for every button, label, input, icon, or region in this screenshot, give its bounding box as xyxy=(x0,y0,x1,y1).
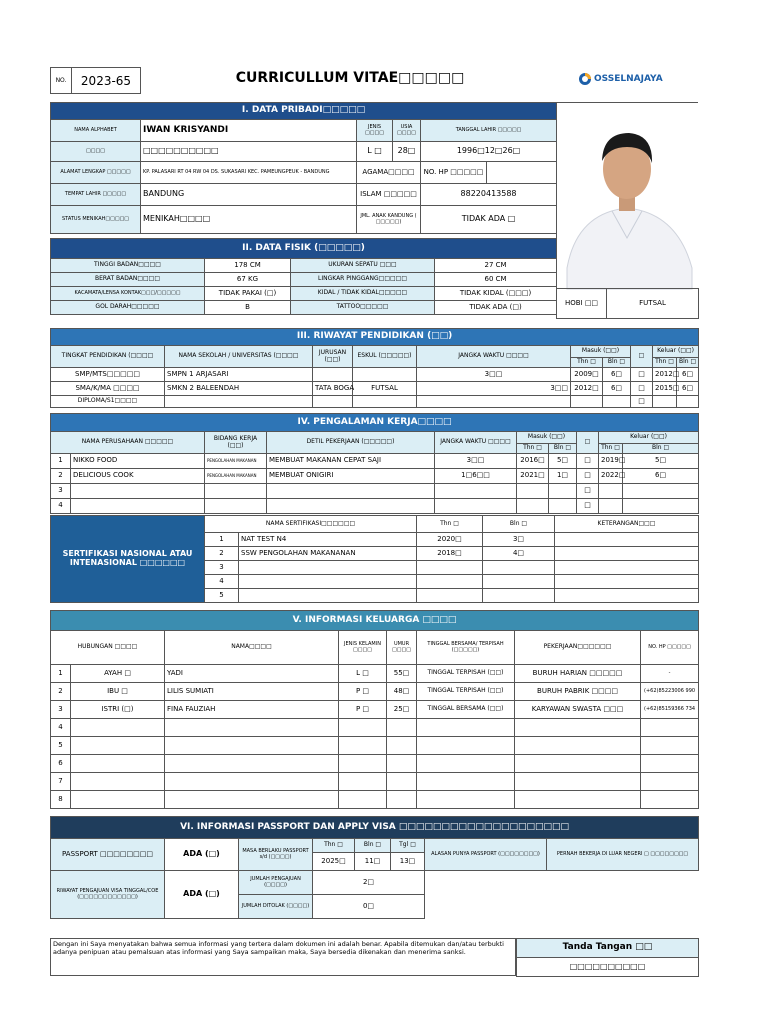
fam-name: LILIS SUMIATI xyxy=(165,683,339,701)
fam-phone xyxy=(641,791,699,809)
fam-name xyxy=(165,737,339,755)
work-sep: □ xyxy=(577,454,599,469)
cert-note xyxy=(555,575,699,589)
work-out-month: 5□ xyxy=(623,454,699,469)
edu-in-month: 6□ xyxy=(603,382,631,396)
osselnajaya-logo-icon xyxy=(578,72,592,86)
cert-name: NAT TEST N4 xyxy=(239,533,417,547)
edu-period-header: JANGKA WAKTU □□□□ xyxy=(417,346,571,368)
dob-value: 1996□12□26□ xyxy=(421,142,557,162)
fam-job xyxy=(515,773,641,791)
fam-live xyxy=(417,773,515,791)
work-in-month: 1□ xyxy=(549,469,577,484)
fam-age xyxy=(387,791,417,809)
work-period xyxy=(435,499,517,514)
work-out-month xyxy=(623,499,699,514)
phone-label: NO. HP □□□□□ xyxy=(421,162,487,184)
table-row xyxy=(51,701,699,719)
cert-note xyxy=(555,589,699,603)
edu-out-header: Keluar (□□) xyxy=(653,346,699,358)
cert-note xyxy=(555,547,699,561)
fam-gender-header: JENIS KELAMIN □□□□ xyxy=(339,631,387,665)
work-no: 1 xyxy=(51,454,71,469)
validity-thn: 2025□ xyxy=(313,853,355,871)
marital-value: MENIKAH□□□□ xyxy=(141,206,357,234)
table-row xyxy=(51,719,699,737)
fam-age: 25□ xyxy=(387,701,417,719)
phone-value: 88220413588 xyxy=(421,184,557,206)
cert-note xyxy=(555,533,699,547)
work-company xyxy=(71,499,205,514)
cert-bln xyxy=(483,561,555,575)
fam-no: 3 xyxy=(51,701,71,719)
work-company xyxy=(71,484,205,499)
fam-job xyxy=(515,791,641,809)
table-row xyxy=(51,773,699,791)
section-personal-title: I. DATA PRIBADI□□□□□ xyxy=(51,103,557,120)
name-label: NAMA ALPHABET xyxy=(51,120,141,142)
apply-count-value: 2□ xyxy=(313,871,425,895)
edu-major xyxy=(313,368,353,382)
work-in-thn: Thn □ xyxy=(517,444,549,454)
work-out-month: 6□ xyxy=(623,469,699,484)
marital-label: STATUS MENIKAH□□□□□ xyxy=(51,206,141,234)
signature-value: □□□□□□□□□□ xyxy=(517,958,699,977)
visa-history-label: RIWAYAT PENGAJUAN VISA TINGGAL/COE (□□□□□□□□□□□□) xyxy=(51,871,165,919)
edu-period: 3□□ xyxy=(417,382,571,396)
fam-gender: L □ xyxy=(339,665,387,683)
cert-bln-header: Bln □ xyxy=(483,516,555,533)
cert-thn: 2020□ xyxy=(417,533,483,547)
fam-gender: P □ xyxy=(339,701,387,719)
fam-rel xyxy=(71,773,165,791)
fam-age xyxy=(387,719,417,737)
passport-value: ADA (□) xyxy=(165,839,239,871)
edu-in-year: 2009□ xyxy=(571,368,603,382)
fam-age: 55□ xyxy=(387,665,417,683)
children-value: TIDAK ADA □ xyxy=(421,206,557,234)
table-row xyxy=(51,683,699,701)
fam-live: TINGGAL TERPISAH (□□) xyxy=(417,683,515,701)
work-sep-header: □ xyxy=(577,432,599,454)
fam-live xyxy=(417,791,515,809)
work-field xyxy=(205,484,267,499)
birthplace-label: TEMPAT LAHIR □□□□□ xyxy=(51,184,141,206)
fam-gender xyxy=(339,773,387,791)
work-detail xyxy=(267,499,435,514)
edu-sep-header: □ xyxy=(631,346,653,368)
certificates-title: SERTIFIKASI NASIONAL ATAU INTENASIONAL □□□□□□ xyxy=(51,516,205,603)
fam-job: BURUH HARIAN □□□□□ xyxy=(515,665,641,683)
fam-rel: ISTRI (□) xyxy=(71,701,165,719)
fam-phone-header: NO. HP □□□□□ xyxy=(641,631,699,665)
work-out-year: 2022□ xyxy=(599,469,623,484)
table-row xyxy=(51,755,699,773)
edu-school-header: NAMA SEKOLAH / UNIVERSITAS (□□□□ xyxy=(165,346,313,368)
edu-extra xyxy=(353,368,417,382)
table-row xyxy=(51,382,699,396)
glasses-label: KACAMATA/LENSA KONTAK□□□/□□□□□ xyxy=(51,287,205,301)
fam-name xyxy=(165,791,339,809)
work-in-header: Masuk (□□) xyxy=(517,432,577,444)
work-detail-header: DETIL PEKERJAAN (□□□□□) xyxy=(267,432,435,454)
fam-job xyxy=(515,719,641,737)
reject-count-value: 0□ xyxy=(313,895,425,919)
fam-phone xyxy=(641,719,699,737)
fam-name-header: NAMA□□□□ xyxy=(165,631,339,665)
blood-type-value: B xyxy=(205,301,291,315)
dob-label: TANGGAL LAHIR □□□□□ xyxy=(421,120,557,142)
fam-rel: AYAH □ xyxy=(71,665,165,683)
age-label: USIA □□□□ xyxy=(393,120,421,142)
edu-in-thn: Thn □ xyxy=(571,358,603,368)
table-row xyxy=(51,791,699,809)
cert-thn-header: Thn □ xyxy=(417,516,483,533)
section-family-title: V. INFORMASI KELUARGA □□□□ xyxy=(51,611,699,631)
work-sep: □ xyxy=(577,469,599,484)
fam-no: 5 xyxy=(51,737,71,755)
signature-table xyxy=(516,938,699,977)
hobby-label: HOBI □□ xyxy=(557,289,607,319)
tattoo-label: TATTOO□□□□□ xyxy=(291,301,435,315)
fam-job-header: PEKERJAAN□□□□□□ xyxy=(515,631,641,665)
work-period: 3□□ xyxy=(435,454,517,469)
edu-school: SMPN 1 ARJASARI xyxy=(165,368,313,382)
shoe-size-value: 27 CM xyxy=(435,259,557,273)
cert-name xyxy=(239,589,417,603)
fam-job: KARYAWAN SWASTA □□□ xyxy=(515,701,641,719)
birthplace-value: BANDUNG xyxy=(141,184,357,206)
edu-school: SMKN 2 BALEENDAH xyxy=(165,382,313,396)
education-table xyxy=(50,328,699,408)
fam-no: 6 xyxy=(51,755,71,773)
logo-text: OSSELNAJAYA xyxy=(594,74,663,84)
fam-rel-header: HUBUNGAN □□□□ xyxy=(51,631,165,665)
work-detail: MEMBUAT ONIGIRI xyxy=(267,469,435,484)
work-sep: □ xyxy=(577,499,599,514)
reason-label: ALASAN PUNYA PASSPORT (□□□□□□□□) xyxy=(425,839,547,871)
work-company: NIKKO FOOD xyxy=(71,454,205,469)
blood-type-label: GOL DARAH□□□□□ xyxy=(51,301,205,315)
katakana-value: □□□□□□□□□□ xyxy=(141,142,357,162)
work-in-year: 2021□ xyxy=(517,469,549,484)
visa-history-value: ADA (□) xyxy=(165,871,239,919)
document-number: 2023-65 xyxy=(71,67,141,94)
work-out-thn: Thn □ xyxy=(599,444,623,454)
katakana-label: □□□□ xyxy=(51,142,141,162)
fam-live xyxy=(417,755,515,773)
fam-no: 4 xyxy=(51,719,71,737)
cert-bln xyxy=(483,589,555,603)
glasses-value: TIDAK PAKAI (□) xyxy=(205,287,291,301)
edu-sep: □ xyxy=(631,396,653,408)
fam-live-header: TINGGAL BERSAMA/ TERPISAH (□□□□□) xyxy=(417,631,515,665)
fam-name xyxy=(165,719,339,737)
cert-name xyxy=(239,575,417,589)
waist-label: LINGKAR PINGGANG□□□□□ xyxy=(291,273,435,287)
photo-frame xyxy=(556,102,698,288)
fam-gender xyxy=(339,719,387,737)
religion-value: ISLAM □□□□□ xyxy=(357,184,421,206)
hobby-value: FUTSAL xyxy=(607,289,699,319)
edu-sep: □ xyxy=(631,368,653,382)
work-in-year xyxy=(517,484,549,499)
fam-rel xyxy=(71,737,165,755)
reject-count-label: JUMLAH DITOLAK (□□□□) xyxy=(239,895,313,919)
physical-data-table xyxy=(50,238,557,315)
fam-no: 7 xyxy=(51,773,71,791)
validity-tgl: 13□ xyxy=(391,853,425,871)
fam-gender xyxy=(339,791,387,809)
fam-phone xyxy=(641,755,699,773)
fam-live: TINGGAL BERSAMA (□□) xyxy=(417,701,515,719)
edu-extra-header: ESKUL (□□□□□) xyxy=(353,346,417,368)
validity-thn-header: Thn □ xyxy=(313,839,355,853)
work-no: 3 xyxy=(51,484,71,499)
age-value: 28□ xyxy=(393,142,421,162)
fam-live xyxy=(417,737,515,755)
fam-age: 48□ xyxy=(387,683,417,701)
work-in-year: 2016□ xyxy=(517,454,549,469)
fam-no: 1 xyxy=(51,665,71,683)
work-out-year xyxy=(599,484,623,499)
cert-no: 2 xyxy=(205,547,239,561)
cert-note xyxy=(555,561,699,575)
cert-name: SSW PENGOLAHAN MAKANANAN xyxy=(239,547,417,561)
work-table xyxy=(50,413,699,514)
passport-label: PASSPORT □□□□□□□□ xyxy=(51,839,165,871)
edu-level-header: TINGKAT PENDIDIKAN (□□□□ xyxy=(51,346,165,368)
table-row xyxy=(51,484,699,499)
validity-bln-header: Bln □ xyxy=(355,839,391,853)
cert-bln xyxy=(483,575,555,589)
table-row xyxy=(51,737,699,755)
cert-thn xyxy=(417,561,483,575)
gender-label: JENIS □□□□ xyxy=(357,120,393,142)
left-handed-value: TIDAK KIDAL (□□□) xyxy=(435,287,557,301)
work-sep: □ xyxy=(577,484,599,499)
section-passport-title: VI. INFORMASI PASSPORT DAN APPLY VISA □□□□□□□□□□□□□□□□□□□□ xyxy=(51,817,699,839)
work-out-header: Keluar (□□) xyxy=(599,432,699,444)
name-value: IWAN KRISYANDI xyxy=(141,120,357,142)
gender-value: L □ xyxy=(357,142,393,162)
edu-in-month: 6□ xyxy=(603,368,631,382)
fam-gender xyxy=(339,737,387,755)
table-row xyxy=(51,499,699,514)
edu-period xyxy=(417,396,571,408)
work-field: PENGOLAHAN MAKANAN xyxy=(205,469,267,484)
work-out-bln: Bln □ xyxy=(623,444,699,454)
cert-name xyxy=(239,561,417,575)
fam-name: YADI xyxy=(165,665,339,683)
cert-thn: 2018□ xyxy=(417,547,483,561)
edu-out-month xyxy=(677,396,699,408)
edu-level: SMA/K/MA □□□□ xyxy=(51,382,165,396)
edu-in-header: Masuk (□□) xyxy=(571,346,631,358)
table-row xyxy=(51,454,699,469)
fam-no: 8 xyxy=(51,791,71,809)
work-company-header: NAMA PERUSAHAAN □□□□□ xyxy=(51,432,205,454)
fam-gender xyxy=(339,755,387,773)
edu-in-bln: Bln □ xyxy=(603,358,631,368)
fam-phone xyxy=(641,737,699,755)
declaration-box xyxy=(50,938,516,976)
edu-level: SMP/MTS□□□□□ xyxy=(51,368,165,382)
fam-phone xyxy=(641,773,699,791)
fam-gender: P □ xyxy=(339,683,387,701)
cert-note-header: KETERANGAN□□□ xyxy=(555,516,699,533)
signature-label: Tanda Tangan □□ xyxy=(517,939,699,958)
edu-out-thn: Thn □ xyxy=(653,358,677,368)
validity-tgl-header: Tgl □ xyxy=(391,839,425,853)
edu-out-year xyxy=(653,396,677,408)
address-value: KP. PALASARI RT 04 RW 04 DS. SUKASARI KEC. PAMEUNGPEUK - BANDUNG xyxy=(141,162,357,184)
work-in-year xyxy=(517,499,549,514)
height-label: TINGGI BADAN□□□□ xyxy=(51,259,205,273)
children-label: JML. ANAK KANDUNG ( □□□□□) xyxy=(357,206,421,234)
work-field-header: BIDANG KERJA (□□) xyxy=(205,432,267,454)
work-in-month xyxy=(549,499,577,514)
validity-label: MASA BERLAKU PASSPORT s/d (□□□□) xyxy=(239,839,313,871)
edu-major-header: JURUSAN (□□) xyxy=(313,346,353,368)
fam-age xyxy=(387,737,417,755)
work-field: PENGOLAHAN MAKANAN xyxy=(205,454,267,469)
fam-live: TINGGAL TERPISAH (□□) xyxy=(417,665,515,683)
fam-age xyxy=(387,755,417,773)
shoe-size-label: UKURAN SEPATU □□□ xyxy=(291,259,435,273)
work-no: 2 xyxy=(51,469,71,484)
cert-no: 5 xyxy=(205,589,239,603)
validity-bln: 11□ xyxy=(355,853,391,871)
declaration-text: Dengan ini Saya menyatakan bahwa semua informasi yang tertera dalam dokumen ini adalah benar. Apabila ditemukan dan/atau terbukti adanya penipuan atau pemalsuan atas informasi yang Saya sampaikan maka, Saya bersedia dikenakan dan menerima sanksi. xyxy=(53,940,504,957)
tattoo-value: TIDAK ADA (□) xyxy=(435,301,557,315)
left-handed-label: KIDAL / TIDAK KIDAL□□□□□ xyxy=(291,287,435,301)
work-period-header: JANGKA WAKTU □□□□ xyxy=(435,432,517,454)
family-table xyxy=(50,610,699,809)
work-period xyxy=(435,484,517,499)
fam-rel: IBU □ xyxy=(71,683,165,701)
edu-extra xyxy=(353,396,417,408)
fam-name xyxy=(165,755,339,773)
edu-school xyxy=(165,396,313,408)
edu-out-month: 6□ xyxy=(677,368,699,382)
certificates-table xyxy=(50,515,699,603)
work-in-bln: Bln □ xyxy=(549,444,577,454)
edu-in-month xyxy=(603,396,631,408)
table-row xyxy=(51,665,699,683)
work-out-year: 2019□ xyxy=(599,454,623,469)
table-row xyxy=(51,396,699,408)
fam-age xyxy=(387,773,417,791)
work-in-month: 5□ xyxy=(549,454,577,469)
edu-level: DIPLOMA/S1□□□□ xyxy=(51,396,165,408)
fam-job xyxy=(515,737,641,755)
fam-phone: (+62)85159366 734 xyxy=(641,701,699,719)
edu-extra: FUTSAL xyxy=(353,382,417,396)
cert-bln: 4□ xyxy=(483,547,555,561)
section-physical-title: II. DATA FISIK (□□□□□) xyxy=(51,239,557,259)
edu-in-year: 2012□ xyxy=(571,382,603,396)
waist-value: 60 CM xyxy=(435,273,557,287)
page-title: CURRICULLUM VITAE□□□□□ xyxy=(235,70,465,86)
work-detail xyxy=(267,484,435,499)
cert-no: 3 xyxy=(205,561,239,575)
edu-in-year xyxy=(571,396,603,408)
person-photo xyxy=(557,103,699,289)
fam-rel xyxy=(71,719,165,737)
table-row xyxy=(51,368,699,382)
fam-job: BURUH PABRIK □□□□ xyxy=(515,683,641,701)
apply-count-label: JUMLAH PENGAJUAN (□□□□) xyxy=(239,871,313,895)
work-company: DELICIOUS COOK xyxy=(71,469,205,484)
passport-table xyxy=(50,816,699,919)
company-logo xyxy=(578,72,663,86)
edu-major: TATA BOGA xyxy=(313,382,353,396)
cert-thn xyxy=(417,575,483,589)
section-work-title: IV. PENGALAMAN KERJA□□□□ xyxy=(51,414,699,432)
address-label: ALAMAT LENGKAP □□□□□ xyxy=(51,162,141,184)
edu-sep: □ xyxy=(631,382,653,396)
edu-out-month: 6□ xyxy=(677,382,699,396)
work-no: 4 xyxy=(51,499,71,514)
fam-phone: (+62)85223006 990 xyxy=(641,683,699,701)
fam-live xyxy=(417,719,515,737)
number-label: NO. xyxy=(50,67,72,94)
abroad-label: PERNAH BEKERJA DI LUAR NEGERI □ □□□□□□□□ xyxy=(547,839,699,871)
fam-rel xyxy=(71,755,165,773)
weight-label: BERAT BADAN□□□□ xyxy=(51,273,205,287)
cert-no: 1 xyxy=(205,533,239,547)
weight-value: 67 KG xyxy=(205,273,291,287)
table-row xyxy=(51,469,699,484)
cert-name-header: NAMA SERTIFIKASI□□□□□□ xyxy=(205,516,417,533)
edu-out-year: 2012□ xyxy=(653,368,677,382)
edu-major xyxy=(313,396,353,408)
work-detail: MEMBUAT MAKANAN CEPAT SAJI xyxy=(267,454,435,469)
work-out-month xyxy=(623,484,699,499)
work-out-year xyxy=(599,499,623,514)
religion-label: AGAMA□□□□ xyxy=(357,162,421,184)
edu-period: 3□□ xyxy=(417,368,571,382)
fam-rel xyxy=(71,791,165,809)
cert-thn xyxy=(417,589,483,603)
fam-no: 2 xyxy=(51,683,71,701)
fam-name: FINA FAUZIAH xyxy=(165,701,339,719)
work-period: 1□6□□ xyxy=(435,469,517,484)
fam-phone: - xyxy=(641,665,699,683)
section-education-title: III. RIWAYAT PENDIDIKAN (□□) xyxy=(51,329,699,346)
work-in-month xyxy=(549,484,577,499)
personal-data-table xyxy=(50,102,557,234)
cert-bln: 3□ xyxy=(483,533,555,547)
fam-name xyxy=(165,773,339,791)
work-field xyxy=(205,499,267,514)
edu-out-year: 2015□ xyxy=(653,382,677,396)
fam-age-header: UMUR □□□□ xyxy=(387,631,417,665)
cert-no: 4 xyxy=(205,575,239,589)
height-value: 178 CM xyxy=(205,259,291,273)
hobby-table xyxy=(556,288,699,319)
edu-out-bln: Bln □ xyxy=(677,358,699,368)
fam-job xyxy=(515,755,641,773)
